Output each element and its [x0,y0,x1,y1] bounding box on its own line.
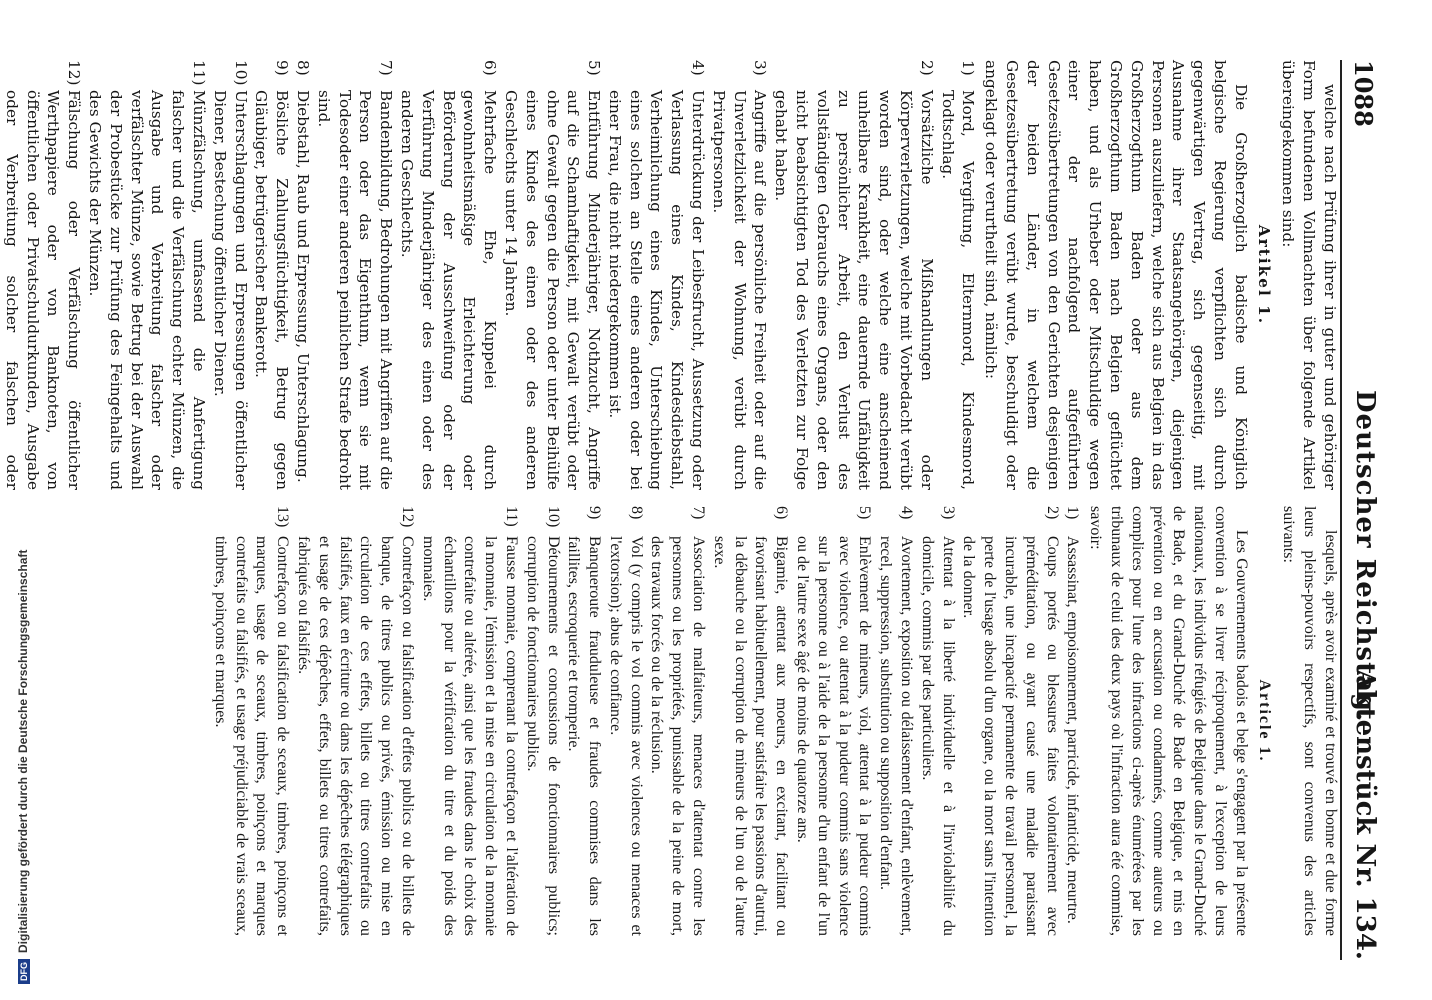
digitization-footer [8,0,28,992]
french-column [40,506,1340,936]
german-article-heading: Artikel 1. [1254,224,1273,326]
list-item: 1) Assassinat, empoisonnement, parricide, infanticide, meurtre. [1064,506,1082,924]
list-item: 8) Diebstahl, Raub und Erpressung, Unterschlagung. [293,60,312,483]
list-item: 5) Enlèvement de mineurs, viol, attentat à la pudeur commis avec violence, ou attentat à la pudeur commis sans violence sur la personne ou à l'aide de la personne d'un enfant de l'un ou de l'autre sexe âgé de moins de quatorze ans. [794,506,874,936]
list-item: 2) Coups portés ou blessures faites volontairement avec préméditation, ou ayant causé une maladie paraissant incurable, une incapacité permanente de travail personnel, la perte de l'usage absolu d'un organe, ou la mort sans l'intention de la donner. [960,506,1061,936]
french-article-body: Les Gouvernements badois et belge s'engagent par la présente convention à se livrer réciproquement, à l'exception de leurs nationaux, les individus réfugiés de Belgique dans le Grand-Duché de Bade, et du Grand-Duché de Bade en Belgique, et mis en prévention ou en accusation ou condamnés, comme auteurs ou complices pour l'une des infractions ci-après énumérées par les tribunaux de celui des deux pays où l'infraction aura été commise, savoir: [1087,506,1250,936]
dfg-logo: DFG [18,959,30,984]
page-number: 1088 [1349,60,1378,127]
german-article-body: Die Großherzoglich badische und Königlich belgische Regierung verpflichten sich durch gegenwärtigen Vertrag, sich gegenseitig, mit Ausnahme ihrer Staatsangehörigen, diejenigen Personen auszuliefern, welche sich aus Belgien in das Großherzogthum Baden oder aus dem Großherzogthum Baden nach Belgien geflüchtet haben, und als Urheber oder Mitschuldige wegen einer der nachfolgend aufgeführten Gesetzesübertretungen von den Gerichten desjenigen der beiden Länder, in welchem die Gesetzesübertretung verübt wurde, beschuldigt oder angeklagt oder verurtheilt sind, nämlich: [982,60,1250,490]
list-item: 3) Attentat à la liberté individuelle et à l'inviolabilité du domicile, commis par des particuliers. [918,506,957,936]
list-item: 10) Unterschlagungen und Erpressungen öffentlicher Diener, Bestechung öffentlicher Diener. [210,60,250,490]
list-item: 10) Détournements et concussions de fonctionnaires publics; corruption de fonctionnaires publics. [523,506,562,936]
list-item: 4) Unterdrückung der Leibesfrucht, Aussetzung oder Verlassung eines Kindes, Kindesdiebstahl, Verheimlichung eines Kindes, Unterschiebung eines solchen an Stelle eines anderen oder bei einer Frau, die nicht niedergekommen ist. [605,60,708,490]
list-item: 3) Angriffe auf die persönliche Freiheit oder auf die Unverletzlichkeit der Wohnung, verübt durch Privatpersonen. [709,60,770,490]
german-column [2,60,1340,490]
running-title: Deutscher Reichstag. [1350,390,1380,723]
list-item: 5) Entführung Minderjähriger, Nothzucht, Angriffe auf die Schamhaftigkeit, mit Gewalt verübt oder ohne Gewalt gegen die Person oder unter Beihülfe eines Kindes des einen oder des anderen Geschlechts unter 14 Jahren. [501,60,604,490]
list-item: 11) Münzfälschung, umfassend die Anfertigung falscher und die Verfälschung echter Münzen, die Ausgabe und Verbreitung falscher oder verfälschter Münze, sowie Betrug bei der Auswahl der Probestücke zur Prüfung des Feingehalts und des Gewichts der Münzen. [85,60,208,490]
list-item: 9) Bösliche Zahlungsflüchtigkeit, Betrug gegen Gläubiger, betrügerischer Bankerott. [252,60,292,490]
list-item: 6) Mehrfache Ehe, Kuppelei durch gewohnheitsmäßige Erleichterung oder Beförderung der Ausschweifung oder der Verführung Minderjähriger des einen oder des anderen Geschlechts. [397,60,500,490]
french-article-heading: Article 1. [1255,679,1273,763]
list-item: 7) Association de malfaiteurs, menaces d'attentat contre les personnes ou les propriétés, punissable de la peine de mort, des travaux forcés ou de la réclusion. [648,506,708,936]
list-item: 13) Contrefaçon ou falsification de sceaux, timbres, poinçons et marques, usage de sceaux, timbres, poinçons et marques contrefaits ou falsifiés, et usage préjudiciable de vrais sceaux, timbres, poinçons et marques. [211,506,292,936]
list-item: 1) Mord, Vergiftung, Elternmord, Kindesmord, Todtschlag. [938,60,978,490]
list-item: 4) Avortement, exposition ou délaissement d'enfant, enlèvement, recel, suppression, substitution ou supposition d'enfant. [877,506,916,936]
french-offence-list [209,506,1082,936]
list-item: 7) Bandenbildung, Bedrohungen mit Angriffen auf die Person oder das Eigenthum, wenn sie mit Todesoder einer anderen peinlichen Strafe bedroht sind. [314,60,396,490]
page-header [1340,60,1382,960]
german-offence-list [0,60,978,490]
list-item: 8) Vol (y compris le vol commis avec violences ou menaces et l'extorsion); abus de confiance. [606,506,645,936]
list-item: 12) Fälschung oder Verfälschung öffentlicher Werthpapiere oder von Banknoten, von öffentlichen oder Privatschuldurkunden, Ausgabe oder Verbreitung solcher falschen oder [2,60,84,490]
footer-credit: Digitalisierung gefördert durch die Deutsche Forschungsgemeinschaft [16,549,30,953]
list-item: 6) Bigamie, attentat aux moeurs, en excitant, facilitant ou favorisant habituellement, pour satisfaire les passions d'autrui, la débauche ou la corruption de mineurs de l'un ou de l'autre sexe. [710,506,791,936]
french-intro: lesquels, après avoir examiné et trouvé en bonne et due forme leurs pleins-pouvoirs respectifs, sont convenus des articles suivants: [1280,506,1339,936]
german-intro: welche nach Prüfung ihrer in guter und gehöriger Form befundenen Vollmachten über folgende Artikel übereingekommen sind: [1279,60,1339,490]
list-item: 12) Contrefaçon ou falsification d'effets publics ou de billets de banque, de titres publics ou privés, émission ou mise en circulation de ces effets, billets ou titres contrefaits ou falsifiés, faux en écriture ou dans les dépêches télégraphiques et usage de ces dépêches, effets, billets ou titres contrefaits, fabriqués ou falsifiés. [294,506,416,936]
list-item: 9) Banqueroute frauduleuse et fraudes commises dans les faillites, escroquerie et tromperie. [565,506,604,936]
document-number: Aktenstück Nr. 134. [1350,669,1380,960]
list-item: 11) Fausse monnaie, comprenant la contrefaçon et l'altération de la monnaie, l'émission et la mise en circulation de la monnaie contrefaite ou altérée, ainsi que les fraudes dans le choix des échantillons pour la vérification du titre et du poids des monnaies. [419,506,520,936]
list-item: 2) Vorsätzliche Mißhandlungen oder Körperverletzungen, welche mit Vorbedacht verübt worden sind, oder welche eine anscheinend unheilbare Krankheit, eine dauernde Unfähigkeit zu persönlicher Arbeit, den Verlust des vollständigen Gebrauchs eines Organs, oder den nicht beabsichtigten Tod des Verletzten zur Folge gehabt haben. [772,60,936,490]
